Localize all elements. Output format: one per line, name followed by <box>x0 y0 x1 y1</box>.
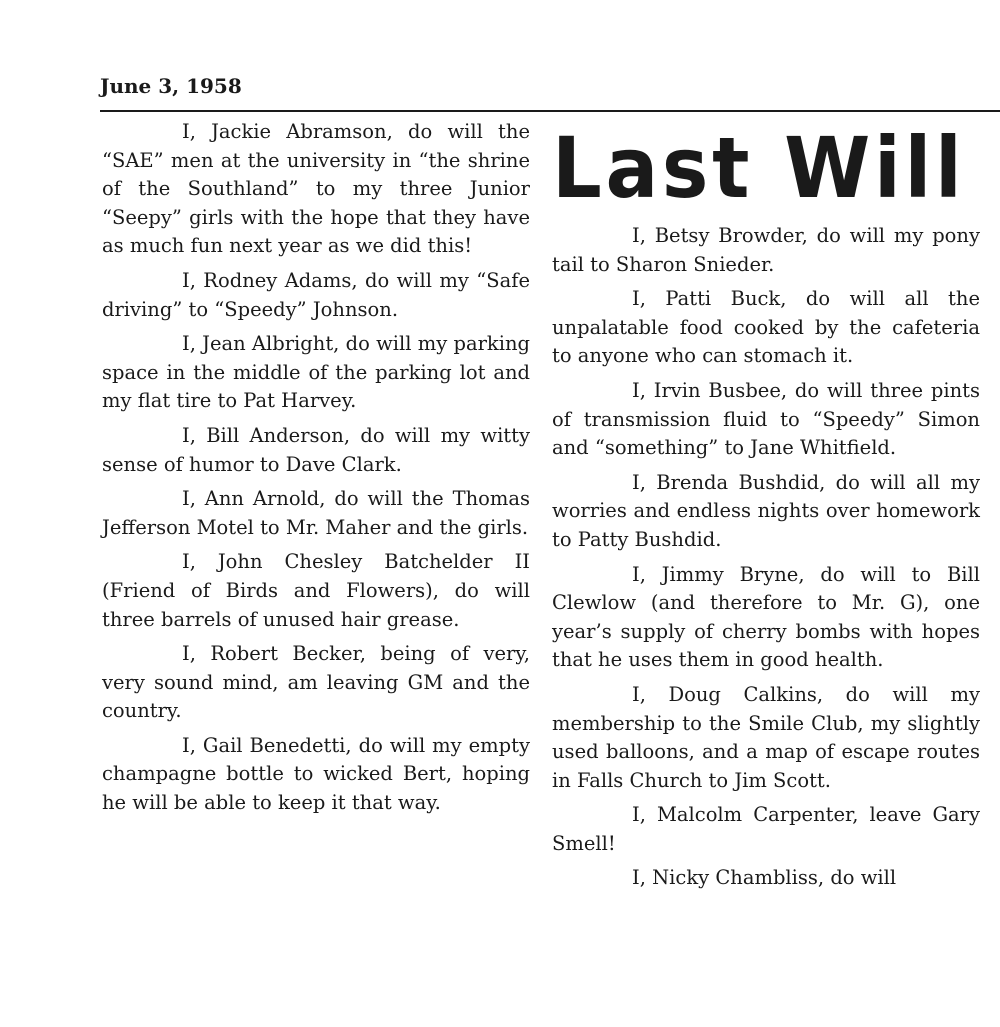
will-entry: I, Malcolm Carpenter, leave Gary Smell! <box>552 803 980 855</box>
will-entry: I, Jimmy Bryne, do will to Bill Clewlow (and therefore to Mr. G), one year’s supply of cherry bombs with hopes that he uses them in good health. <box>552 562 980 672</box>
will-entry: I, John Chesley Batchelder II (Friend of Birds and Flowers), do will three barrels of unused hair grease. <box>102 550 530 631</box>
will-entry: I, Doug Calkins, do will my membership to the Smile Club, my slightly used balloons, and a map of escape routes in Falls Church to Jim Scott. <box>552 682 980 792</box>
will-entry: I, Irvin Busbee, do will three pints of transmission fluid to “Speedy” Simon and “something” to Jane Whitfield. <box>552 378 980 460</box>
header-rule <box>100 110 1000 112</box>
will-entry: I, Brenda Bushdid, do will all my worries and endless nights over homework to Patty Bushdid. <box>552 470 980 551</box>
will-entry: I, Nicky Chambliss, do will <box>632 866 897 890</box>
will-entry: I, Robert Becker, being of very, very sound mind, am leaving GM and the country. <box>102 642 530 723</box>
right-column <box>552 120 980 899</box>
will-entry: I, Patti Buck, do will all the unpalatable food cooked by the cafeteria to anyone who can stomach it. <box>552 287 980 368</box>
left-column <box>102 118 530 824</box>
will-entry: I, Bill Anderson, do will my witty sense of humor to Dave Clark. <box>102 423 530 476</box>
will-entry: I, Betsy Browder, do will my pony tail to Sharon Snieder. <box>552 224 980 276</box>
page-date: June 3, 1958 <box>100 74 242 98</box>
headline: Last Will <box>552 119 966 217</box>
will-entry: I, Rodney Adams, do will my “Safe driving” to “Speedy” Johnson. <box>102 268 530 321</box>
will-entry: I, Gail Benedetti, do will my empty champagne bottle to wicked Bert, hoping he will be able to keep it that way. <box>102 733 530 815</box>
will-entry: I, Jackie Abramson, do will the “SAE” men at the university in “the shrine of the Southland” to my three Junior “Seepy” girls with the hope that they have as much fun next year as we did this! <box>102 120 530 258</box>
will-entry: I, Jean Albright, do will my parking space in the middle of the parking lot and my flat tire to Pat Harvey. <box>102 332 530 413</box>
will-entry: I, Ann Arnold, do will the Thomas Jefferson Motel to Mr. Maher and the girls. <box>102 487 530 539</box>
